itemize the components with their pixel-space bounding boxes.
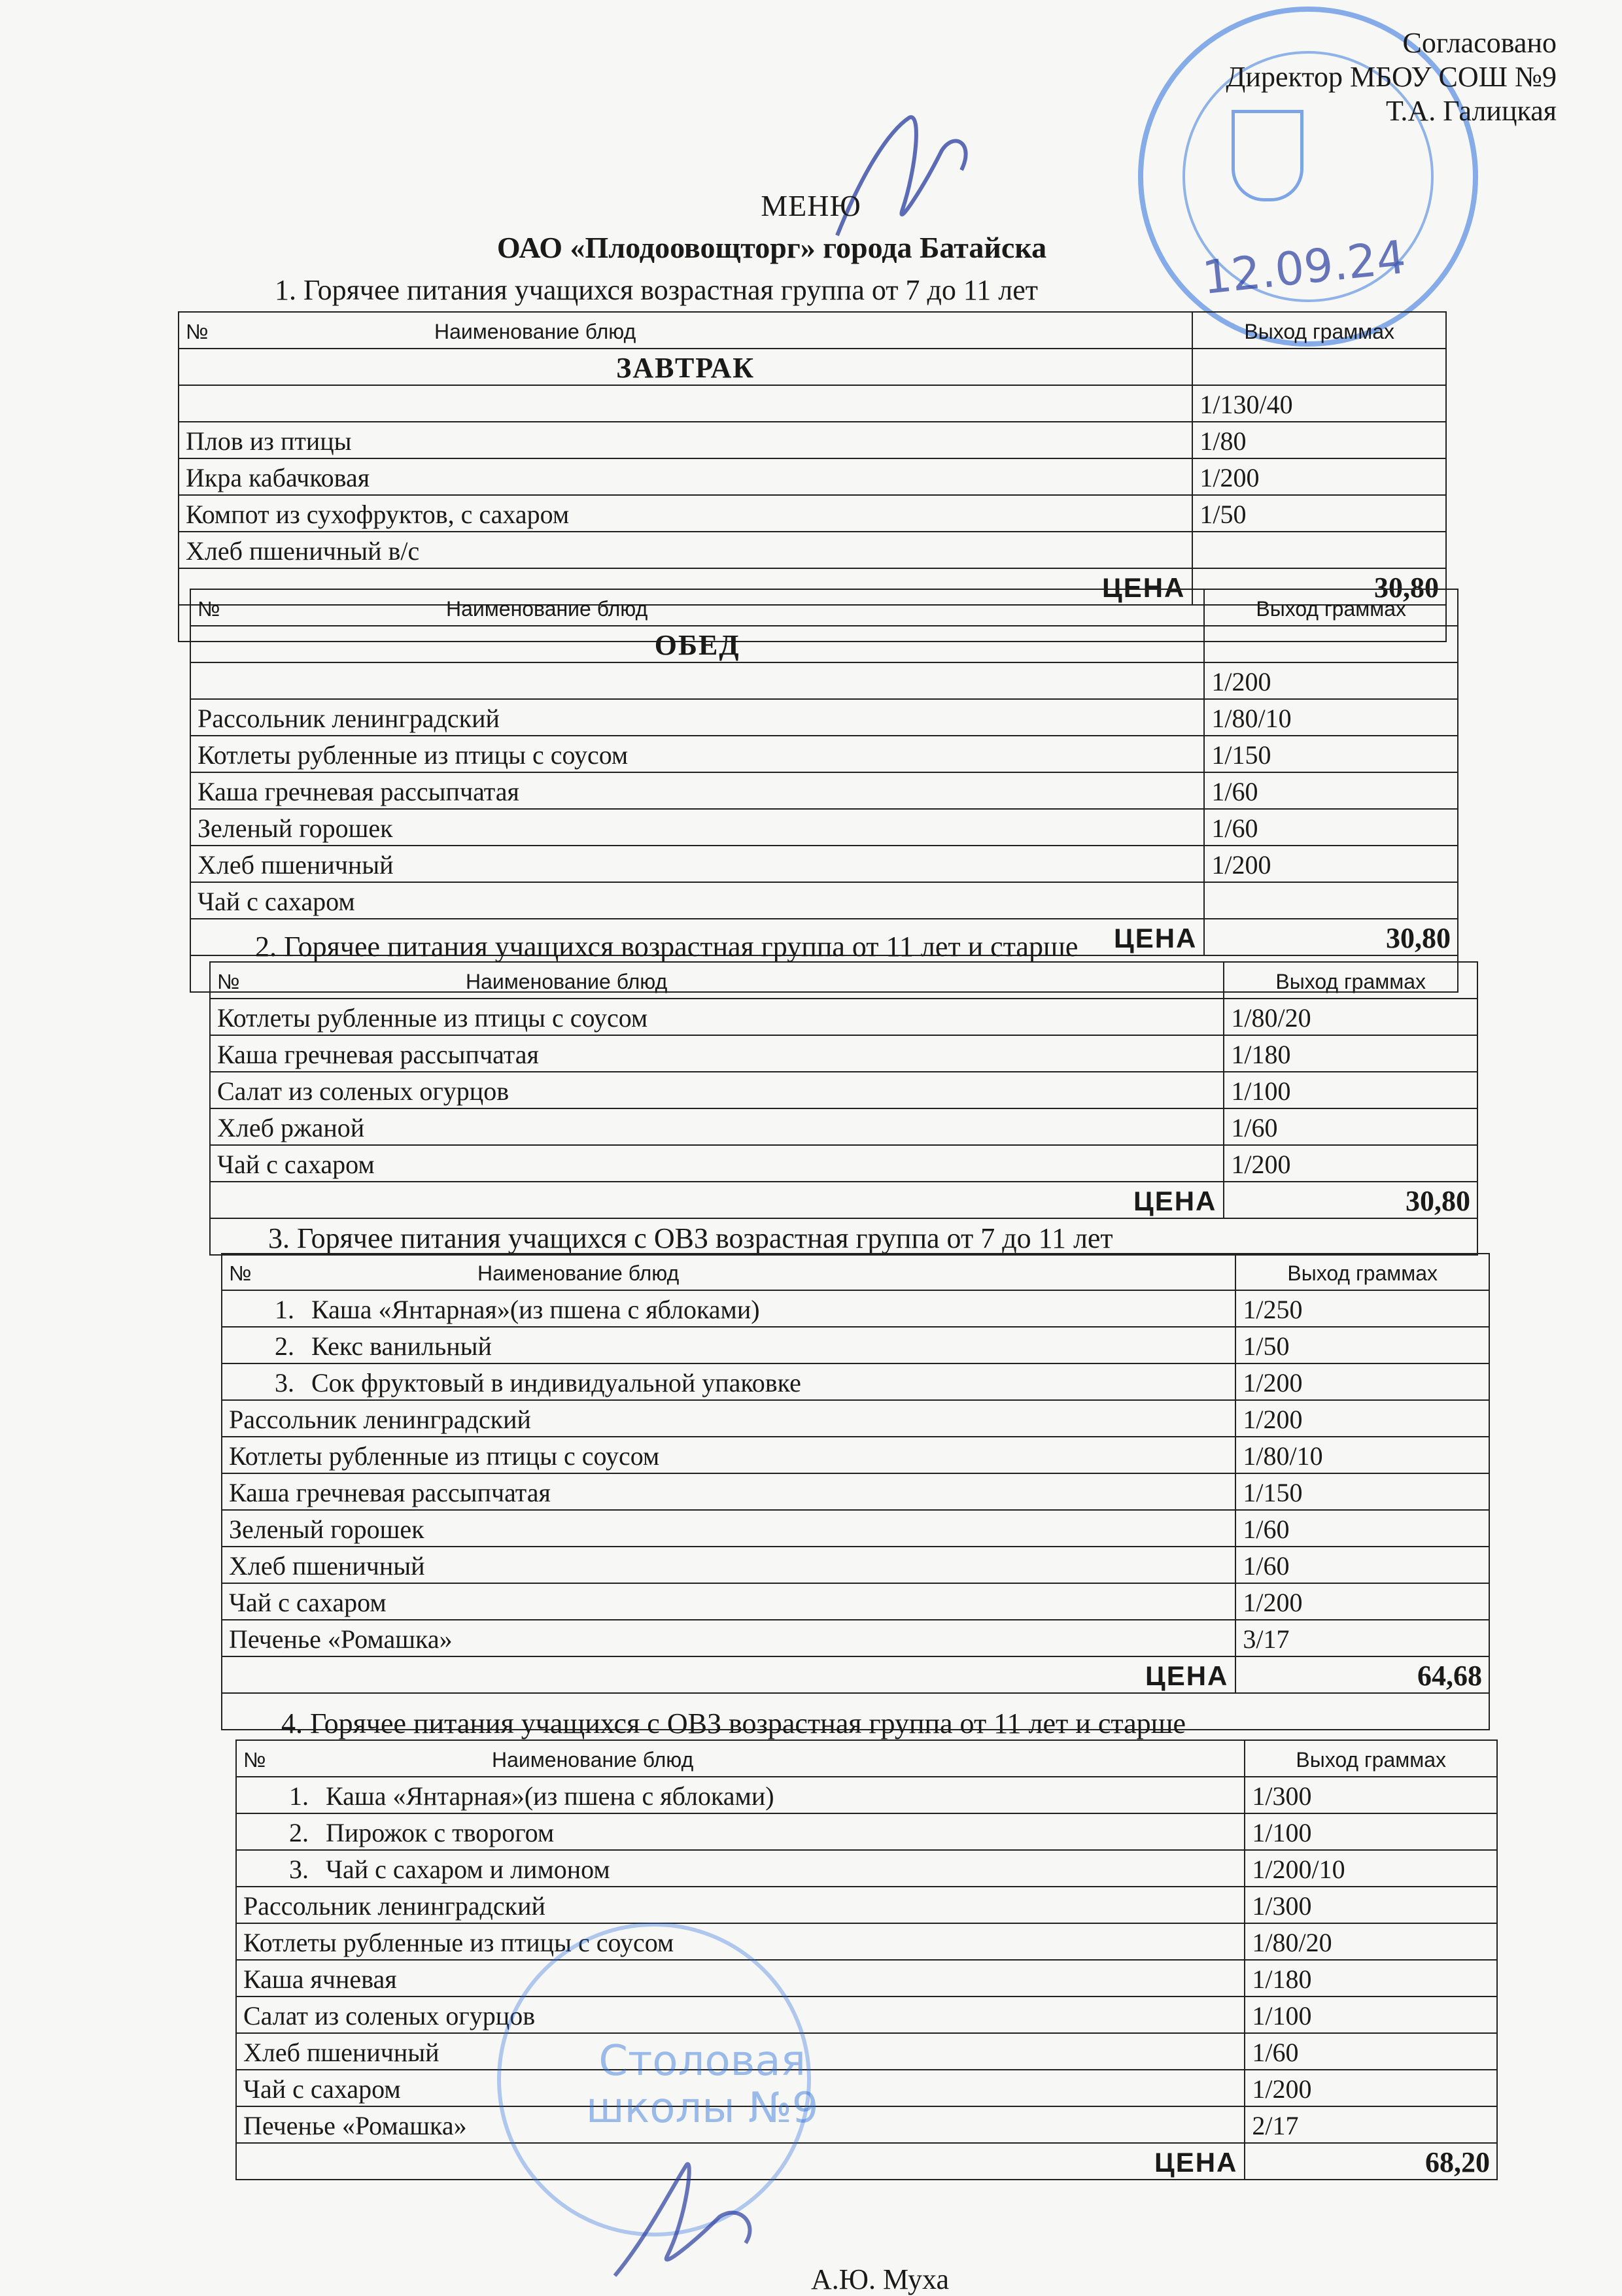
table-header-name: № Наименование блюд (179, 312, 1192, 349)
meal-label-lunch: ОБЕД (190, 626, 1204, 662)
table-row: Салат из соленых огурцов 1/100 (236, 1996, 1497, 2033)
table-row: 3. Чай с сахаром и лимоном 1/200/10 (236, 1850, 1497, 1887)
table-row: Котлеты рубленные из птицы с соусом 1/80/20 (236, 1923, 1497, 1960)
approval-line-3: Т.А. Галицкая (1385, 95, 1557, 127)
approval-block (1138, 26, 1557, 128)
table-row: Каша ячневая 1/180 (236, 1960, 1497, 1996)
section-3-title: 3. Горячее питания учащихся с ОВЗ возрастная группа от 7 до 11 лет (268, 1222, 1113, 1254)
table-row: Хлеб пшеничный 1/60 (236, 2033, 1497, 2070)
section-3-table: № Наименование блюд Выход граммах 1. Каша «Янтарная»(из пшена с яблоками) 1/250 2. Кекс ванильный 1/50 3. Сок фруктовый в индивидуальной упаковке 1/200 Рассольник ленинградский 1/200 Котлеты рубленные из птицы с соусом 1/80/10 Каша гречневая рассыпчатая 1/150 Зеленый горошек 1/60 Хлеб пшеничный 1/60 Чай с сахаром 1/200 Печенье «Ромашка» 3/17 ЦЕНА 64,68 (221, 1253, 1490, 1730)
table-row: Чай с сахаром 1/200 (222, 1583, 1489, 1620)
table-row: 3. Сок фруктовый в индивидуальной упаковке 1/200 (222, 1363, 1489, 1400)
table-row: Рассольник ленинградский 1/200 (222, 1400, 1489, 1437)
table-row: Рассольник ленинградский 1/300 (236, 1887, 1497, 1923)
table-row: 1. Каша «Янтарная»(из пшена с яблоками) 1/300 (236, 1777, 1497, 1813)
lunch-table: № Наименование блюд Выход граммах ОБЕД 1/200 Рассольник ленинградский 1/80/10 Котлеты рубленные из птицы с соусом 1/150 Каша гречневая рассыпчатая 1/60 Зеленый горошек 1/60 Хлеб пшеничный 1/200 Чай с сахаром ЦЕНА 30,80 (190, 589, 1458, 993)
table-row: Печенье «Ромашка» 2/17 (236, 2106, 1497, 2143)
section-2-title: 2. Горячее питания учащихся возрастная группа от 11 лет и старше (255, 931, 1078, 963)
table-row: Котлеты рубленные из птицы с соусом 1/80/20 (210, 999, 1477, 1035)
section-1-title: 1. Горячее питания учащихся возрастная группа от 7 до 11 лет (275, 274, 1038, 306)
table-row: Зеленый горошек 1/60 (222, 1510, 1489, 1547)
price-row: ЦЕНА 64,68 (222, 1656, 1489, 1693)
table-row: Котлеты рубленные из птицы с соусом 1/80/10 (222, 1437, 1489, 1473)
price-row: ЦЕНА 68,20 (236, 2143, 1497, 2180)
table-row: Хлеб пшеничный в/с (179, 532, 1446, 568)
canteen-stamp-line-2: школы №9 (586, 2084, 819, 2133)
table-row: 1/130/40 (179, 385, 1446, 422)
table-row: Печенье «Ромашка» 3/17 (222, 1620, 1489, 1656)
table-row: 1/200 (190, 662, 1458, 699)
table-row: Зеленый горошек 1/60 (190, 809, 1458, 846)
table-row: 2. Пирожок с творогом 1/100 (236, 1813, 1497, 1850)
footer-signatory: А.Ю. Муха (811, 2263, 949, 2295)
table-row: Котлеты рубленные из птицы с соусом 1/150 (190, 736, 1458, 772)
table-row: 2. Кекс ванильный 1/50 (222, 1327, 1489, 1363)
approval-line-1: Согласовано (1402, 27, 1557, 59)
approval-line-2: Директор МБОУ СОШ №9 (1226, 61, 1557, 93)
table-row: Рассольник ленинградский 1/80/10 (190, 699, 1458, 736)
menu-title: МЕНЮ (761, 189, 861, 222)
table-header-grams: Выход граммах (1192, 312, 1446, 349)
price-row: ЦЕНА 30,80 (190, 919, 1458, 955)
price-value: 30,80 (1192, 568, 1446, 605)
seal-date: 12.09.24 (1199, 230, 1409, 305)
table-row: Каша гречневая рассыпчатая 1/150 (222, 1473, 1489, 1510)
table-row: Каша гречневая рассыпчатая 1/60 (190, 772, 1458, 809)
bottom-signature (589, 2145, 785, 2289)
table-row: 1. Каша «Янтарная»(из пшена с яблоками) 1/250 (222, 1290, 1489, 1327)
table-row: Каша гречневая рассыпчатая 1/180 (210, 1035, 1477, 1072)
table-row: Икра кабачковая 1/200 (179, 458, 1446, 495)
section-2-table: № Наименование блюд Выход граммах Котлеты рубленные из птицы с соусом 1/80/20 Каша гречневая рассыпчатая 1/180 Салат из соленых огурцов 1/100 Хлеб ржаной 1/60 Чай с сахаром 1/200 ЦЕНА 30,80 (209, 961, 1478, 1256)
section-4-title: 4. Горячее питания учащихся с ОВЗ возрастная группа от 11 лет и старше (281, 1707, 1186, 1739)
table-row: Компот из сухофруктов, с сахаром 1/50 (179, 495, 1446, 532)
table-row: Плов из птицы 1/80 (179, 422, 1446, 458)
table-row: Хлеб пшеничный 1/60 (222, 1547, 1489, 1583)
table-row: Чай с сахаром (190, 882, 1458, 919)
table-row: Чай с сахаром 1/200 (210, 1145, 1477, 1182)
meal-label-breakfast: ЗАВТРАК (179, 349, 1192, 385)
table-row: Хлеб пшеничный 1/200 (190, 846, 1458, 882)
organization-title: ОАО «Плодоовощторг» города Батайска (496, 231, 1047, 264)
table-row: Хлеб ржаной 1/60 (210, 1108, 1477, 1145)
table-row: Салат из соленых огурцов 1/100 (210, 1072, 1477, 1108)
price-row: ЦЕНА 30,80 (210, 1182, 1477, 1218)
canteen-stamp-line-1: Столовая (598, 2037, 806, 2085)
table-row: Чай с сахаром 1/200 (236, 2070, 1497, 2106)
price-label: ЦЕНА (179, 568, 1192, 605)
section-4-table: № Наименование блюд Выход граммах 1. Каша «Янтарная»(из пшена с яблоками) 1/300 2. Пирожок с творогом 1/100 3. Чай с сахаром и лимоном 1/200/10 Рассольник ленинградский 1/300 Котлеты рубленные из птицы с соусом 1/80/20 Каша ячневая 1/180 Салат из соленых огурцов 1/100 Хлеб пшеничный 1/60 Чай с сахаром 1/200 Печенье «Ромашка» 2/17 ЦЕНА 68,20 (235, 1739, 1498, 2180)
